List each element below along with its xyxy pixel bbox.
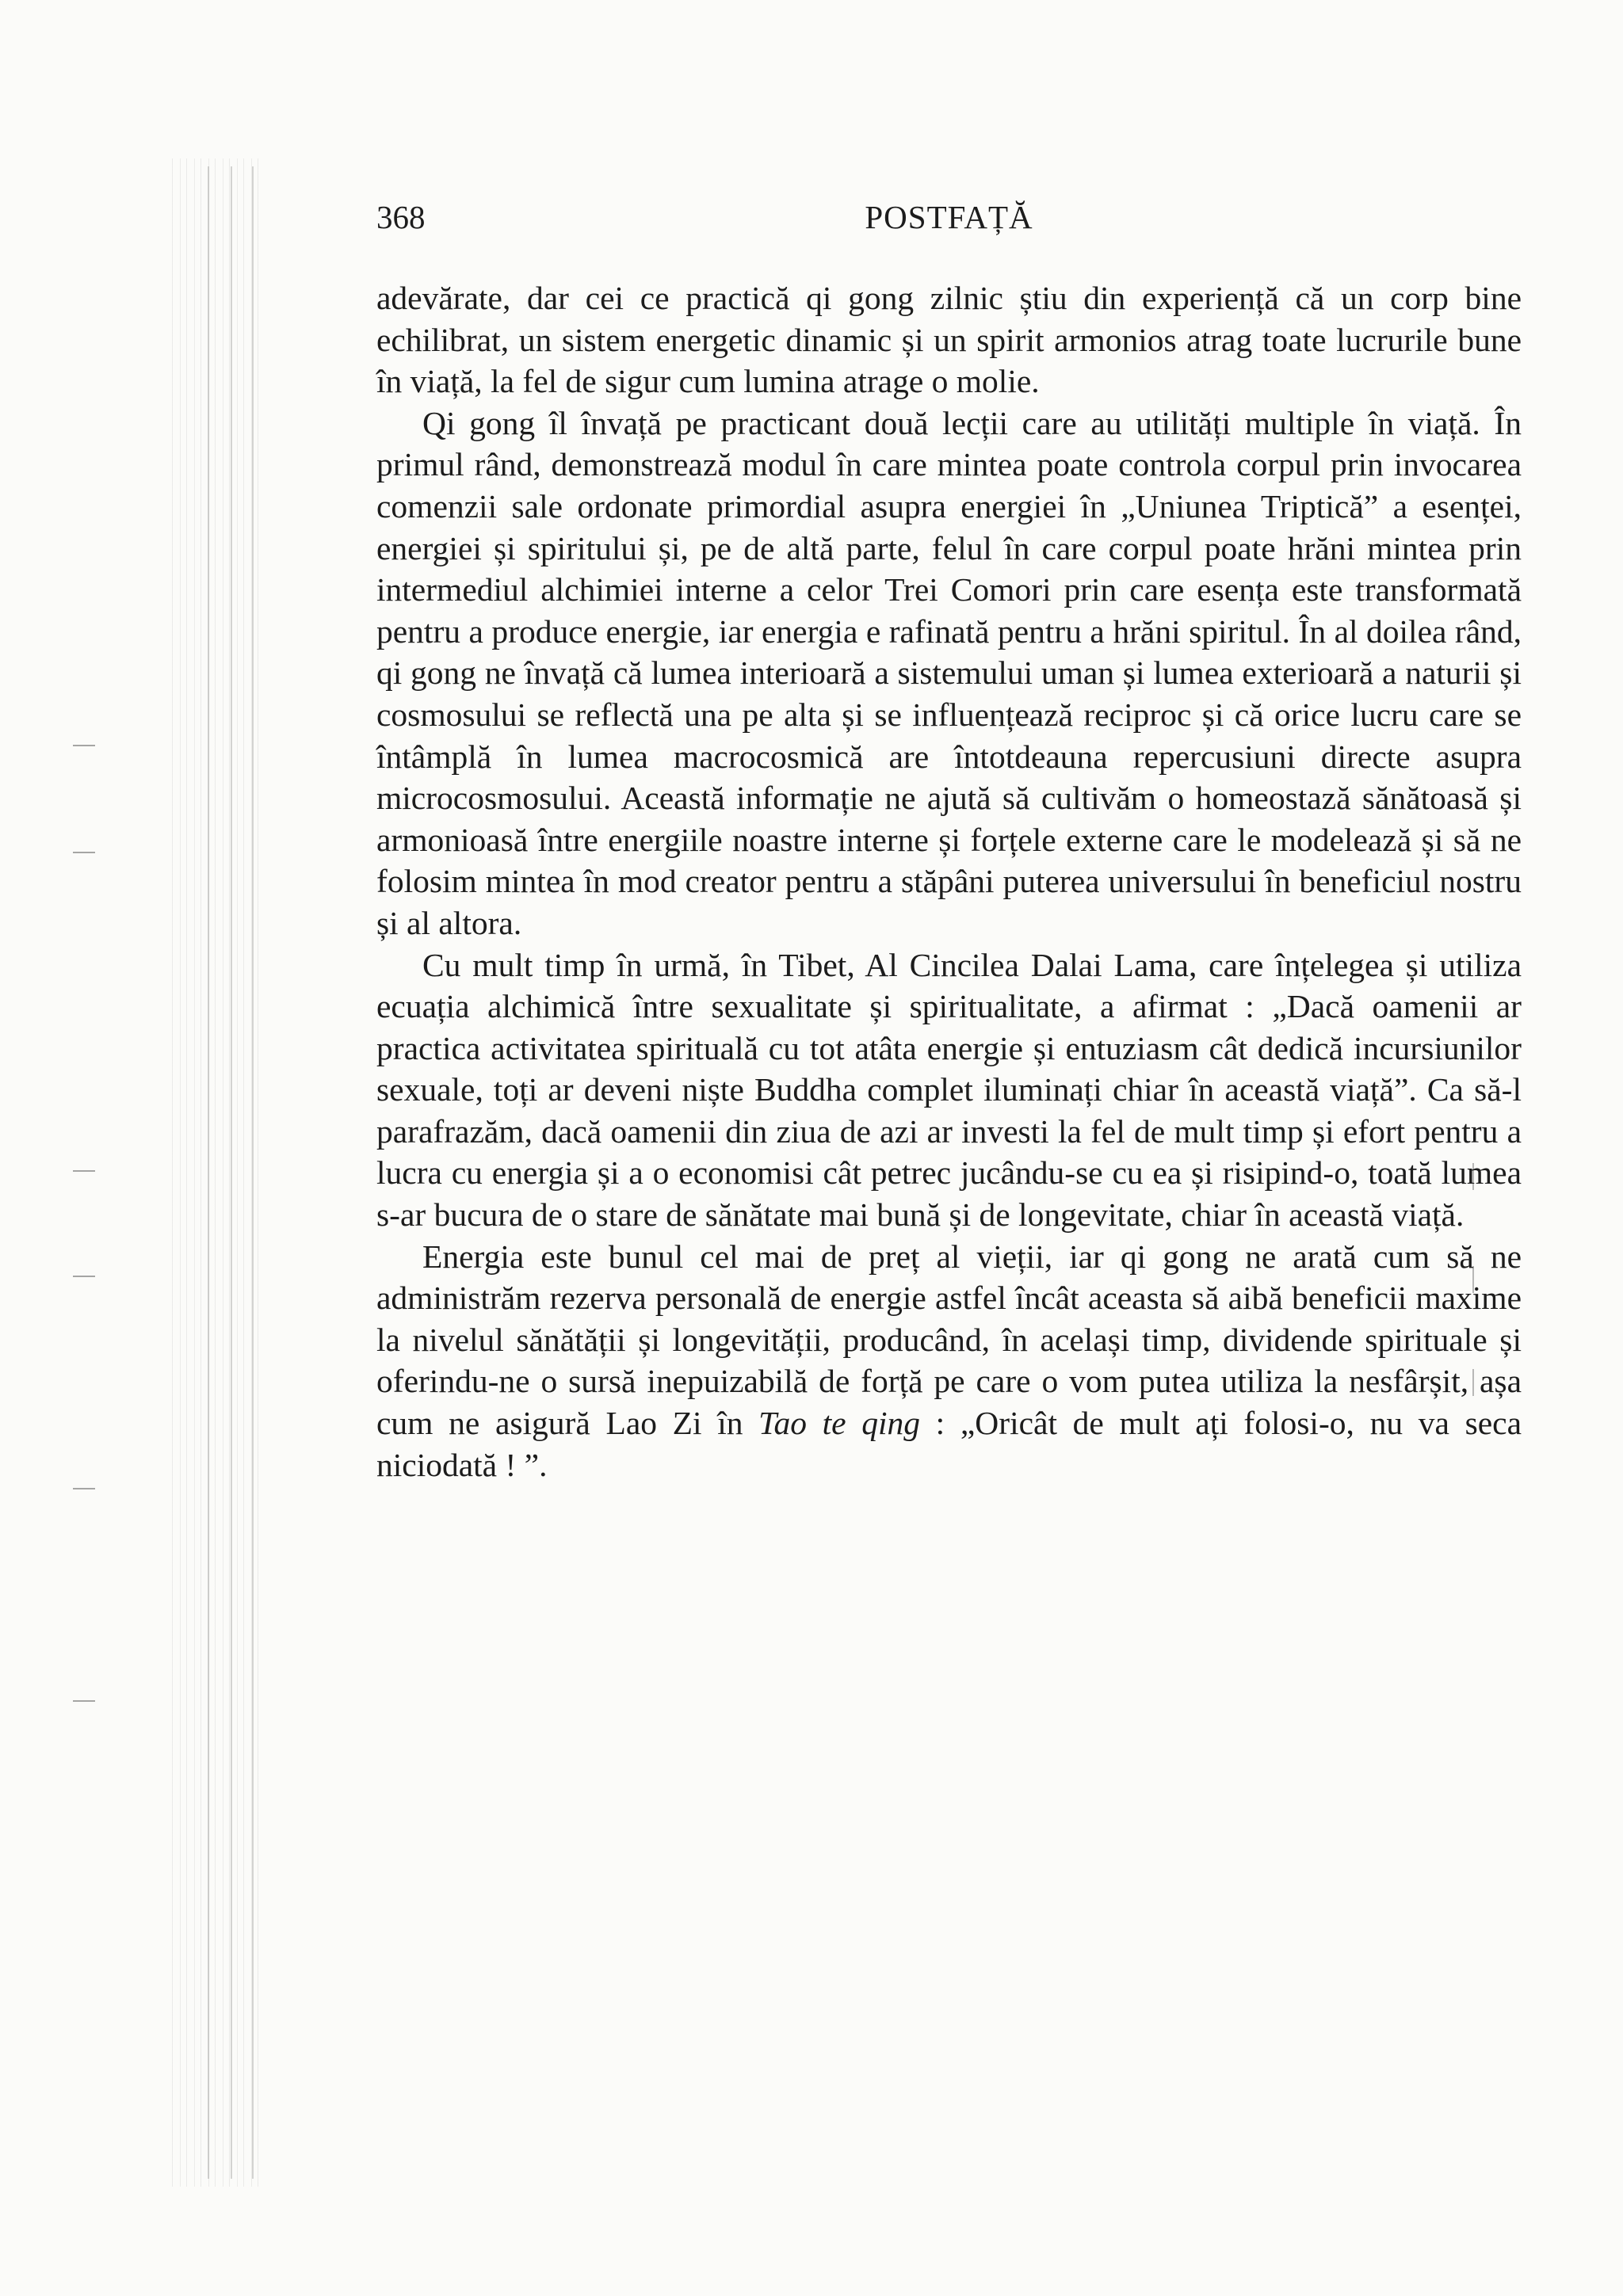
scan-binding-line — [231, 166, 232, 2179]
paragraph: Qi gong îl învață pe practicant două lecții care au utilități multiple în viață. În primul rând, demonstrează modul în care mintea poate controla corpul prin invocarea comenzii sale ordonate primordial asupra energiei în „Uniunea Triptică” a esenței, energiei și spiritului și, pe de altă parte, felul în care corpul poate hrăni mintea prin intermediul alchimiei interne a celor Trei Comori prin care esența este transformată pentru a produce energie, iar energia e rafinată pentru a hrăni spiritul. În al doilea rând, qi gong ne învață că lumea interioară a sistemului uman și lumea exterioară a naturii și cosmosului se reflectă una pe alta și se influențează reciproc și că orice lucru care se întâmplă în lumea macrocosmică are întotdeauna repercusiuni directe asupra microcosmosului. Această informație ne ajută să cultivăm o homeostază sănătoasă și armonioasă între energiile noastre interne și forțele externe care le modelează și să ne folosim mintea în mod creator pentru a stăpâni puterea universului în beneficiul nostru și al altora. — [376, 404, 1522, 941]
scan-edge-mark — [73, 1700, 95, 1702]
paragraph-text: Energia este bunul cel mai de preț al vieții, iar qi gong ne arată cum să ne administrăm rezerva personală de energie astfel încât aceasta să aibă beneficii maxime la nivelul sănătății și longevității, producând, în același timp, dividende spirituale și oferindu-ne o sursă inepuizabilă de forță pe care o vom putea utiliza la nesfârșit, așa cum ne asigură Lao Zi în — [376, 1238, 1522, 1442]
paragraph: Cu mult timp în urmă, în Tibet, Al Cincilea Dalai Lama, care înțelegea și utiliza ecuația alchimică între sexualitate și spiritualitate, a afirmat : „Dacă oamenii ar practica activitatea spirituală cu tot atâta energie și entuziasm cât dedică incursiunilor sexuale, toți ar deveni niște Buddha complet iluminați chiar în această viață”. Ca să-l parafrazăm, dacă oamenii din ziua de azi ar investi la fel de mult timp și efort pentru a lucra cu energia și a o economisi cât petrec jucându-se cu ea și risipind-o, toată lumea s-ar bucura de o stare de sănătate mai bună și de longevitate, chiar în această viață. — [376, 946, 1522, 1234]
scan-binding-shadow — [166, 158, 262, 2187]
scan-edge-mark — [73, 1276, 95, 1277]
scan-edge-mark — [73, 852, 95, 853]
page-number: 368 — [376, 199, 426, 235]
body-text — [376, 277, 1522, 1486]
paragraph-text: : „Oricât de mult ați folosi-o, nu va seca niciodată ! ”. — [376, 1405, 1522, 1483]
scan-binding-line — [252, 166, 254, 2179]
scan-binding-line — [208, 166, 209, 2179]
running-title: POSTFAȚĂ — [865, 199, 1033, 235]
paragraph — [376, 1236, 1522, 1486]
scan-edge-mark — [73, 1488, 95, 1489]
scan-edge-mark — [73, 745, 95, 746]
scan-edge-mark — [73, 1170, 95, 1172]
book-title: Tao te qing — [758, 1405, 921, 1442]
paragraph: adevărate, dar cei ce practică qi gong zilnic știu din experiență că un corp bine echilibrat, un sistem energetic dinamic și un spirit armonios atrag toate lucrurile bune în viață, la fel de sigur cum lumina atrage o molie. — [376, 280, 1522, 400]
page-header — [376, 198, 1522, 246]
